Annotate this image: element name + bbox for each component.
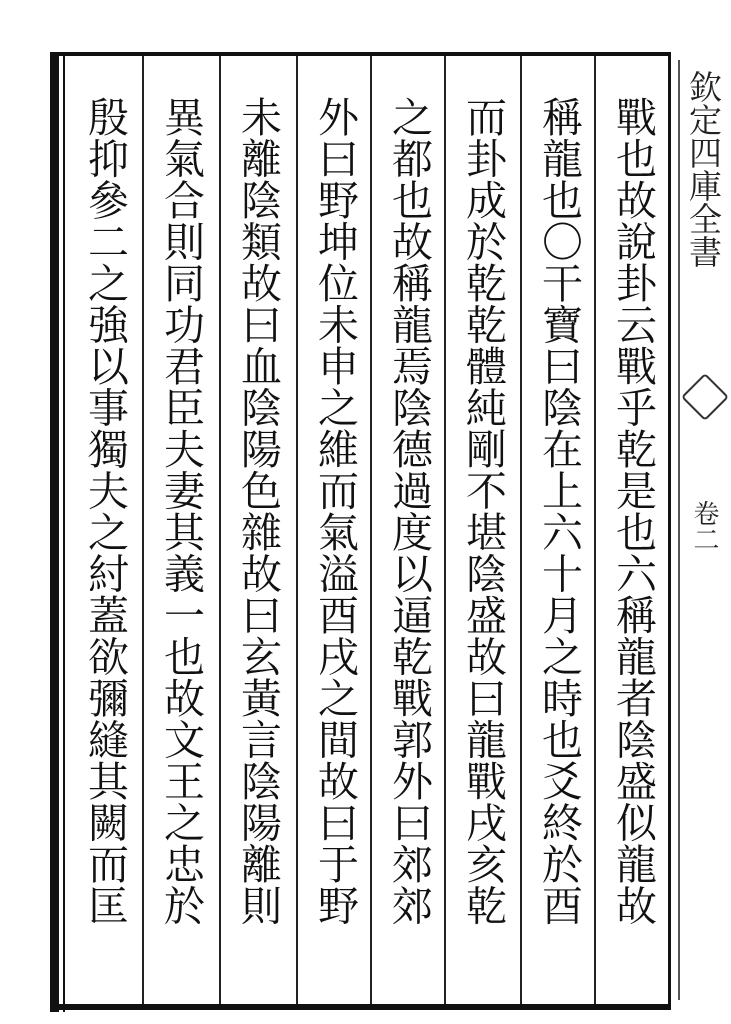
frame-bottom-border bbox=[50, 1004, 670, 1010]
column-rule bbox=[444, 56, 446, 1004]
text-column-2: 稱龍也〇干寶曰陰在上六十月之時也爻終於酉 bbox=[535, 96, 583, 926]
column-rule bbox=[296, 56, 298, 1004]
text-column-6: 未離陰類故曰血陰陽色雜故曰玄黃言陰陽離則 bbox=[234, 96, 282, 926]
text-column-3: 而卦成於乾乾體純剛不堪陰盛故曰龍戰戌亥乾 bbox=[459, 96, 507, 926]
edge-header-strip bbox=[678, 60, 728, 1000]
column-rule bbox=[370, 56, 372, 1004]
frame-right-border bbox=[668, 52, 671, 1010]
frame-left-border bbox=[50, 52, 59, 1012]
column-rule bbox=[142, 56, 144, 1004]
volume-label: 卷二 bbox=[689, 500, 719, 552]
fish-tail-mark-icon bbox=[681, 373, 729, 421]
column-rule bbox=[594, 56, 596, 1004]
text-column-8: 殷抑參二之強以事獨夫之紂蓋欲彌縫其闕而匡 bbox=[81, 96, 129, 926]
text-column-5: 外曰野坤位未申之維而氣溢酉戌之間故曰于野 bbox=[311, 96, 359, 926]
text-column-7: 異氣合則同功君臣夫妻其義一也故文王之忠於 bbox=[157, 96, 205, 926]
book-title: 欽定四庫全書 bbox=[684, 70, 723, 268]
column-rule bbox=[520, 56, 522, 1004]
frame-left-inner-border bbox=[63, 52, 65, 1012]
text-column-4: 之都也故稱龍焉陰德過度以逼乾戰郭外曰郊郊 bbox=[385, 96, 433, 926]
text-column-1: 戰也故說卦云戰乎乾是也六稱龍者陰盛似龍故 bbox=[609, 96, 657, 926]
column-rule bbox=[219, 56, 221, 1004]
